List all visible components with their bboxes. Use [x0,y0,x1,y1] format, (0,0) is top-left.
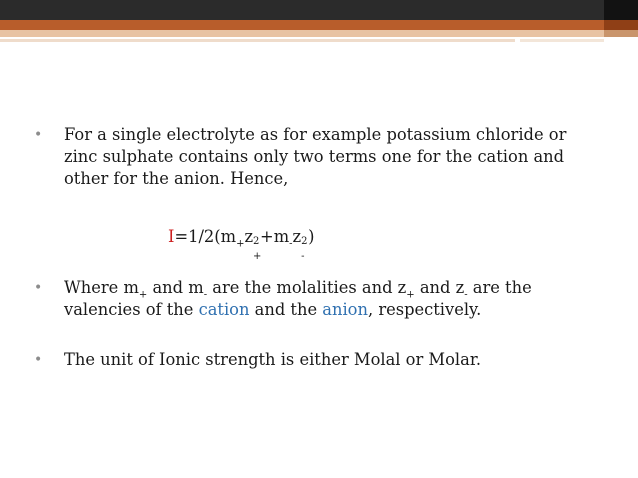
bullet-item-3 [28,349,481,371]
formula-symbol-I: I [168,227,175,246]
bullet-item-1 [28,124,566,190]
text-run: Where m [64,278,139,297]
text-run: and the [249,300,323,319]
formula-sub: - [301,251,305,262]
text-run: and z [414,278,465,297]
formula-part: z [244,227,254,246]
bullet-marker: • [34,127,43,143]
highlight-cation: cation [198,300,250,319]
subscript: + [406,289,415,301]
formula-part: +m [260,227,290,246]
formula-sup: 2 [253,236,260,247]
formula-part: z [292,227,302,246]
formula-sup: 2 [301,236,308,247]
bullet-1-line-2: zinc sulphate contains only two terms one for the cation and [64,147,565,166]
header-bar-rust [0,20,638,30]
bullet-1-line-1: For a single electrolyte as for example potassium chloride or [64,125,567,144]
formula-sub: + [236,238,245,250]
header-bar-dark [0,0,638,20]
header-bar-tan-tail [604,30,638,37]
header-bar-thin-segment [520,39,604,42]
formula-part: ) [308,227,315,246]
text-run: valencies of the [64,300,199,319]
bullet-marker: • [34,352,43,368]
formula-sub: + [253,251,262,262]
bullet-item-2 [28,277,532,321]
formula-sub: - [289,238,293,250]
bullet-2-line-2 [64,299,532,321]
subscript: - [464,289,468,301]
ionic-strength-formula [168,226,315,262]
text-run: , respectively. [367,300,482,319]
bullet-3-text: The unit of Ionic strength is either Molal or Molar. [64,350,481,369]
formula-part: =1/2(m [174,227,237,246]
bullet-2-line-1 [64,277,532,299]
subscript: + [138,289,148,301]
bullet-marker: • [34,280,43,296]
header-bar-dark-tail [604,0,638,20]
text-run: are the molalities and z [207,278,407,297]
header-bar-rust-tail [604,20,638,30]
slide-header-bars [0,0,638,46]
header-bar-thin [0,39,515,42]
bullet-1-line-3: other for the anion. Hence, [64,169,289,188]
header-bar-tan [0,30,638,37]
subscript: - [203,289,208,301]
highlight-anion: anion [322,300,368,319]
text-run: and m [147,278,204,297]
text-run: are the [467,278,532,297]
